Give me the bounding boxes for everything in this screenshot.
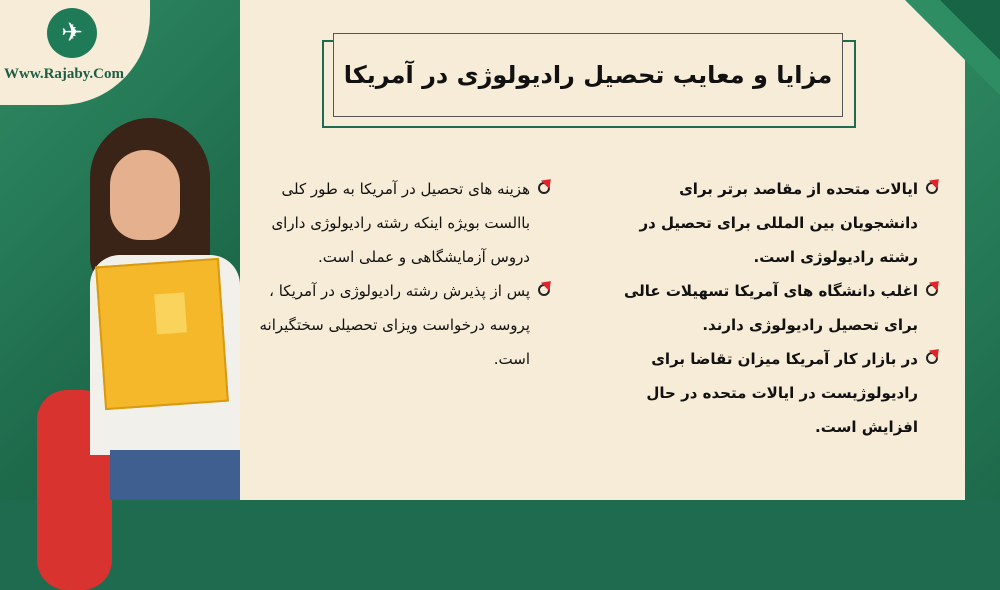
book-label: [154, 292, 187, 334]
airplane-globe-icon: ✈: [47, 8, 97, 58]
bullet-icon: [926, 182, 938, 194]
bullet-icon: [538, 284, 550, 296]
student-face: [110, 150, 180, 240]
list-item: [250, 172, 550, 274]
site-url: Www.Rajaby.Com: [4, 66, 125, 82]
yellow-book: [95, 258, 229, 410]
page-title: مزایا و معایب تحصیل رادیولوژی در آمریکا: [343, 61, 833, 89]
advantage-text: اغلب دانشگاه های آمریکا تسهیلات عالی برای تحصیل رادیولوژی دارند.: [623, 282, 918, 334]
list-item: [598, 172, 938, 274]
corner-decoration-dark: [940, 0, 1000, 60]
disadvantage-text: پس از پذیرش رشته رادیولوژی در آمریکا ، پروسه درخواست ویزای تحصیلی سختگیرانه است.: [259, 282, 530, 368]
bullet-icon: [926, 352, 938, 364]
disadvantage-text: هزینه های تحصیل در آمریکا به طور کلی باالست بویژه اینکه رشته رادیولوژی دارای دروس آزمایشگاهی و عملی است.: [271, 180, 530, 266]
advantage-text: در بازار کار آمریکا میزان تقاضا برای رادیولوژیست در ایالات متحده در حال افزایش است.: [646, 350, 918, 436]
bullet-icon: [926, 284, 938, 296]
student-jeans: [110, 450, 240, 500]
advantage-text: ایالات متحده از مقاصد برتر برای دانشجویان بین المللی برای تحصیل در رشته رادیولوژی است.: [639, 180, 918, 266]
advantages-list: [598, 172, 938, 444]
list-item: [598, 342, 938, 444]
disadvantages-list: [250, 172, 550, 376]
list-item: [598, 274, 938, 342]
list-item: [250, 274, 550, 376]
title-box: [333, 33, 843, 117]
bullet-icon: [538, 182, 550, 194]
